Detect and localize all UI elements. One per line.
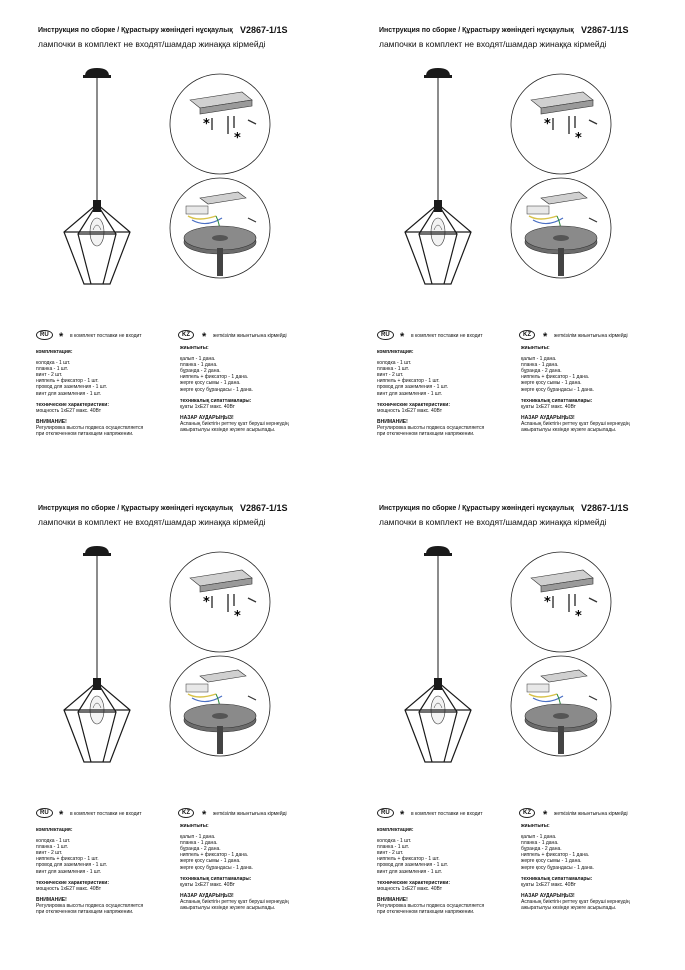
ru-asterisk: * [59, 809, 64, 821]
model-number: V2867-1/1S [240, 25, 288, 35]
kz-spec-block: жиынтығы: қалып - 1 дана. планка - 1 дана. бұранда - 2 дана. ниппель + фиксатор - 1 дана. жерге қосу сымы - 1 дана. жерге қосу бұрандасы - 1 дана. техникалық сипаттамалары: қуаты 1хЕ27 макс. 40Вт НАЗАР АУДАРЫҢЫЗ! Аспаның биіктігін реттеу қуат беруші кернеудің ажыратылуы кезінде жүзеге асырылады. [521, 345, 630, 434]
header-subtitle: лампочки в комплект не входят/шамдар жинаққа кірмейді [38, 39, 266, 49]
bracket-detail-icon [509, 72, 613, 176]
asterisk-mark: * [575, 609, 582, 624]
canopy-wiring-detail-icon [509, 176, 613, 280]
canopy-wiring-detail-icon [509, 654, 613, 758]
instruction-sheet-bottom-left [0, 478, 342, 963]
ru-badge: RU [36, 330, 53, 340]
kz-asterisk: * [543, 331, 548, 343]
asterisk-mark: * [234, 609, 241, 624]
kz-note: жеткізілім жиынтығына кірмейді [213, 333, 287, 339]
ru-badge: RU [377, 330, 394, 340]
instruction-sheet-top-right [341, 0, 683, 485]
pendant-lamp-icon [399, 62, 477, 288]
header-title: Инструкция по сборке / Құрастыру жөніндегі нұсқаулық [38, 505, 233, 512]
ru-badge: RU [36, 808, 53, 818]
kz-note: жеткізілім жиынтығына кірмейді [554, 811, 628, 817]
kz-note: жеткізілім жиынтығына кірмейді [213, 811, 287, 817]
kz-badge: KZ [519, 330, 535, 340]
kz-spec-block: жиынтығы: қалып - 1 дана. планка - 1 дана. бұранда - 2 дана. ниппель + фиксатор - 1 дана. жерге қосу сымы - 1 дана. жерге қосу бұрандасы - 1 дана. техникалық сипаттамалары: қуаты 1хЕ27 макс. 40Вт НАЗАР АУДАРЫҢЫЗ! Аспаның биіктігін реттеу қуат беруші кернеудің ажыратылуы кезінде жүзеге асырылады. [521, 823, 630, 912]
model-number: V2867-1/1S [581, 25, 629, 35]
kz-spec-block: жиынтығы: қалып - 1 дана. планка - 1 дана. бұранда - 2 дана. ниппель + фиксатор - 1 дана. жерге қосу сымы - 1 дана. жерге қосу бұрандасы - 1 дана. техникалық сипаттамалары: қуаты 1хЕ27 макс. 40Вт НАЗАР АУДАРЫҢЫЗ! Аспаның биіктігін реттеу қуат беруші кернеудің ажыратылуы кезінде жүзеге асырылады. [180, 345, 289, 434]
ru-badge: RU [377, 808, 394, 818]
asterisk-mark: * [544, 117, 551, 132]
header-subtitle: лампочки в комплект не входят/шамдар жинаққа кірмейді [379, 39, 607, 49]
asterisk-mark: * [544, 595, 551, 610]
model-number: V2867-1/1S [581, 503, 629, 513]
ru-asterisk: * [400, 809, 405, 821]
ru-asterisk: * [400, 331, 405, 343]
header-subtitle: лампочки в комплект не входят/шамдар жинаққа кірмейді [38, 517, 266, 527]
ru-asterisk: * [59, 331, 64, 343]
ru-spec-block: комплектация: колодка - 1 шт. планка - 1 шт. винт - 2 шт. ниппель + фиксатор - 1 шт. провод для заземления - 1 шт. винт для заземления - 1 шт. технические характеристики: мощность 1хЕ27 макс. 40Вт ВНИМАНИЕ! Регулировка высоты подвеса осуществляется при отключенном питающем напряжении. [36, 349, 144, 438]
pendant-lamp-icon [58, 540, 136, 766]
pendant-lamp-icon [58, 62, 136, 288]
kz-spec-block: жиынтығы: қалып - 1 дана. планка - 1 дана. бұранда - 2 дана. ниппель + фиксатор - 1 дана. жерге қосу сымы - 1 дана. жерге қосу бұрандасы - 1 дана. техникалық сипаттамалары: қуаты 1хЕ27 макс. 40Вт НАЗАР АУДАРЫҢЫЗ! Аспаның биіктігін реттеу қуат беруші кернеудің ажыратылуы кезінде жүзеге асырылады. [180, 823, 289, 912]
header-title: Инструкция по сборке / Құрастыру жөніндегі нұсқаулық [379, 505, 574, 512]
kz-asterisk: * [202, 331, 207, 343]
asterisk-mark: * [203, 595, 210, 610]
kz-note: жеткізілім жиынтығына кірмейді [554, 333, 628, 339]
instruction-sheet-bottom-right [341, 478, 683, 963]
kz-badge: KZ [178, 808, 194, 818]
ru-note: в комплект поставки не входит [70, 811, 142, 817]
ru-note: в комплект поставки не входит [411, 811, 483, 817]
ru-spec-block: комплектация: колодка - 1 шт. планка - 1 шт. винт - 2 шт. ниппель + фиксатор - 1 шт. провод для заземления - 1 шт. винт для заземления - 1 шт. технические характеристики: мощность 1хЕ27 макс. 40Вт ВНИМАНИЕ! Регулировка высоты подвеса осуществляется при отключенном питающем напряжении. [377, 349, 485, 438]
ru-note: в комплект поставки не входит [70, 333, 142, 339]
bracket-detail-icon [168, 550, 272, 654]
pendant-lamp-icon [399, 540, 477, 766]
canopy-wiring-detail-icon [168, 654, 272, 758]
kz-badge: KZ [178, 330, 194, 340]
asterisk-mark: * [203, 117, 210, 132]
asterisk-mark: * [234, 131, 241, 146]
bracket-detail-icon [168, 72, 272, 176]
instruction-sheet-top-left [0, 0, 342, 485]
ru-spec-block: комплектация: колодка - 1 шт. планка - 1 шт. винт - 2 шт. ниппель + фиксатор - 1 шт. провод для заземления - 1 шт. винт для заземления - 1 шт. технические характеристики: мощность 1хЕ27 макс. 40Вт ВНИМАНИЕ! Регулировка высоты подвеса осуществляется при отключенном питающем напряжении. [377, 827, 485, 916]
model-number: V2867-1/1S [240, 503, 288, 513]
canopy-wiring-detail-icon [168, 176, 272, 280]
header-title: Инструкция по сборке / Құрастыру жөніндегі нұсқаулық [379, 27, 574, 34]
asterisk-mark: * [575, 131, 582, 146]
kz-asterisk: * [543, 809, 548, 821]
ru-spec-block: комплектация: колодка - 1 шт. планка - 1 шт. винт - 2 шт. ниппель + фиксатор - 1 шт. провод для заземления - 1 шт. винт для заземления - 1 шт. технические характеристики: мощность 1хЕ27 макс. 40Вт ВНИМАНИЕ! Регулировка высоты подвеса осуществляется при отключенном питающем напряжении. [36, 827, 144, 916]
header-title: Инструкция по сборке / Құрастыру жөніндегі нұсқаулық [38, 27, 233, 34]
kz-badge: KZ [519, 808, 535, 818]
ru-note: в комплект поставки не входит [411, 333, 483, 339]
kz-asterisk: * [202, 809, 207, 821]
bracket-detail-icon [509, 550, 613, 654]
header-subtitle: лампочки в комплект не входят/шамдар жинаққа кірмейді [379, 517, 607, 527]
